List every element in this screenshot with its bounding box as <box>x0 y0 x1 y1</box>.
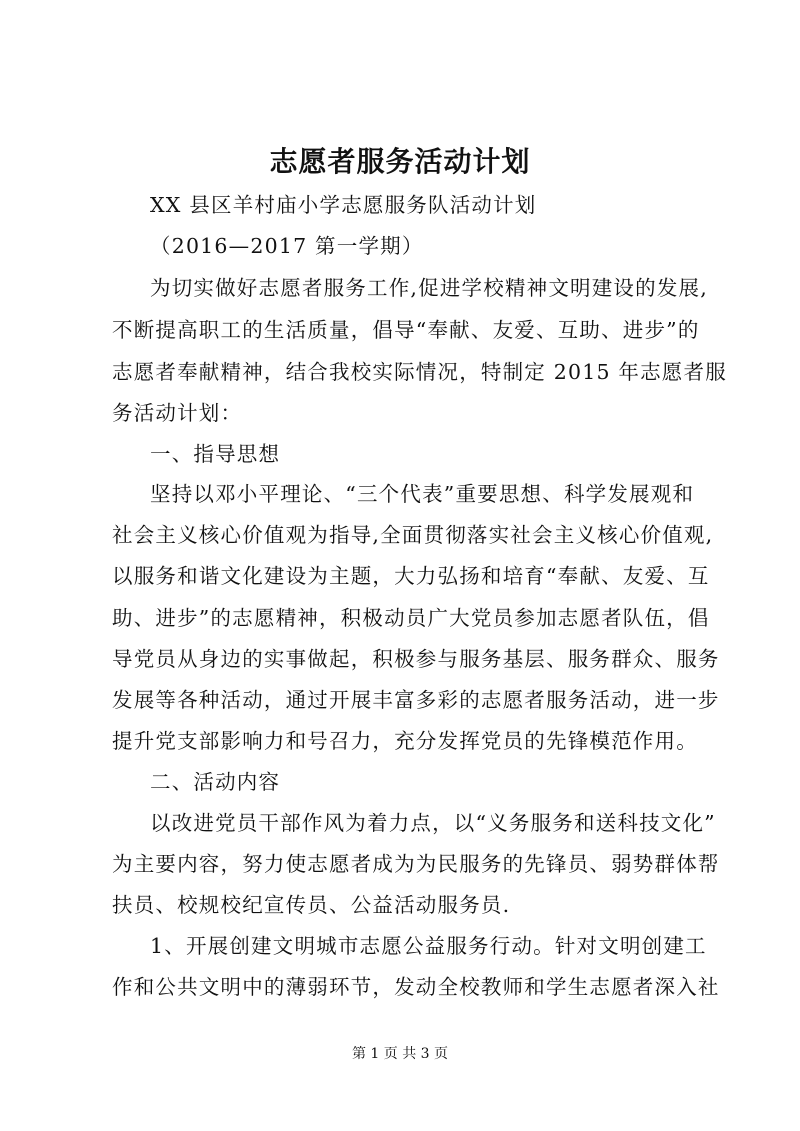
body-line: 不断提高职工的生活质量，倡导“奉献、友爱、互助、进步”的 <box>112 318 700 342</box>
body-line: 社会主义核心价值观为指导,全面贯彻落实社会主义核心价值观, <box>112 523 714 547</box>
body-line: 导党员从身边的实事做起，积极参与服务基层、服务群众、服务 <box>112 647 720 671</box>
document-title: 志愿者服务活动计划 <box>269 145 531 178</box>
body-line: 作和公共文明中的薄弱环节，发动全校教师和学生志愿者深入社 <box>112 975 720 999</box>
subtitle-line: XX 县区羊村庙小学志愿服务队活动计划 <box>150 193 537 217</box>
body-line: 发展等各种活动，通过开展丰富多彩的志愿者服务活动，进一步 <box>112 688 720 712</box>
body-line: 务活动计划： <box>112 401 243 425</box>
body-line: 提升党支部影响力和号召力，充分发挥党员的先锋模范作用。 <box>112 729 698 753</box>
term-line: （2016—2017 第一学期） <box>150 234 424 258</box>
body-line: 坚持以邓小平理论、“三个代表”重要思想、科学发展观和 <box>150 482 695 506</box>
body-line: 志愿者奉献精神，结合我校实际情况，特制定 2015 年志愿者服 <box>112 360 727 384</box>
body-line: 助、进步”的志愿精神，积极动员广大党员参加志愿者队伍，倡 <box>112 606 710 630</box>
body-line: 1、开展创建文明城市志愿公益服务行动。针对文明创建工 <box>150 934 707 958</box>
body-line: 以服务和谐文化建设为主题，大力弘扬和培育“奉献、友爱、互 <box>112 564 710 588</box>
body-line: 扶员、校规校纪宣传员、公益活动服务员. <box>112 893 511 917</box>
section-heading-guiding-thought: 一、指导思想 <box>150 442 281 466</box>
body-line: 以改进党员干部作风为着力点，以“义务服务和送科技文化” <box>150 811 716 835</box>
body-line: 为主要内容，努力使志愿者成为为民服务的先锋员、弱势群体帮 <box>112 852 720 876</box>
section-heading-activity-content: 二、活动内容 <box>150 770 281 794</box>
body-line: 为切实做好志愿者服务工作,促进学校精神文明建设的发展, <box>150 276 708 300</box>
page-number-footer: 第 1 页 共 3 页 <box>351 1046 449 1062</box>
